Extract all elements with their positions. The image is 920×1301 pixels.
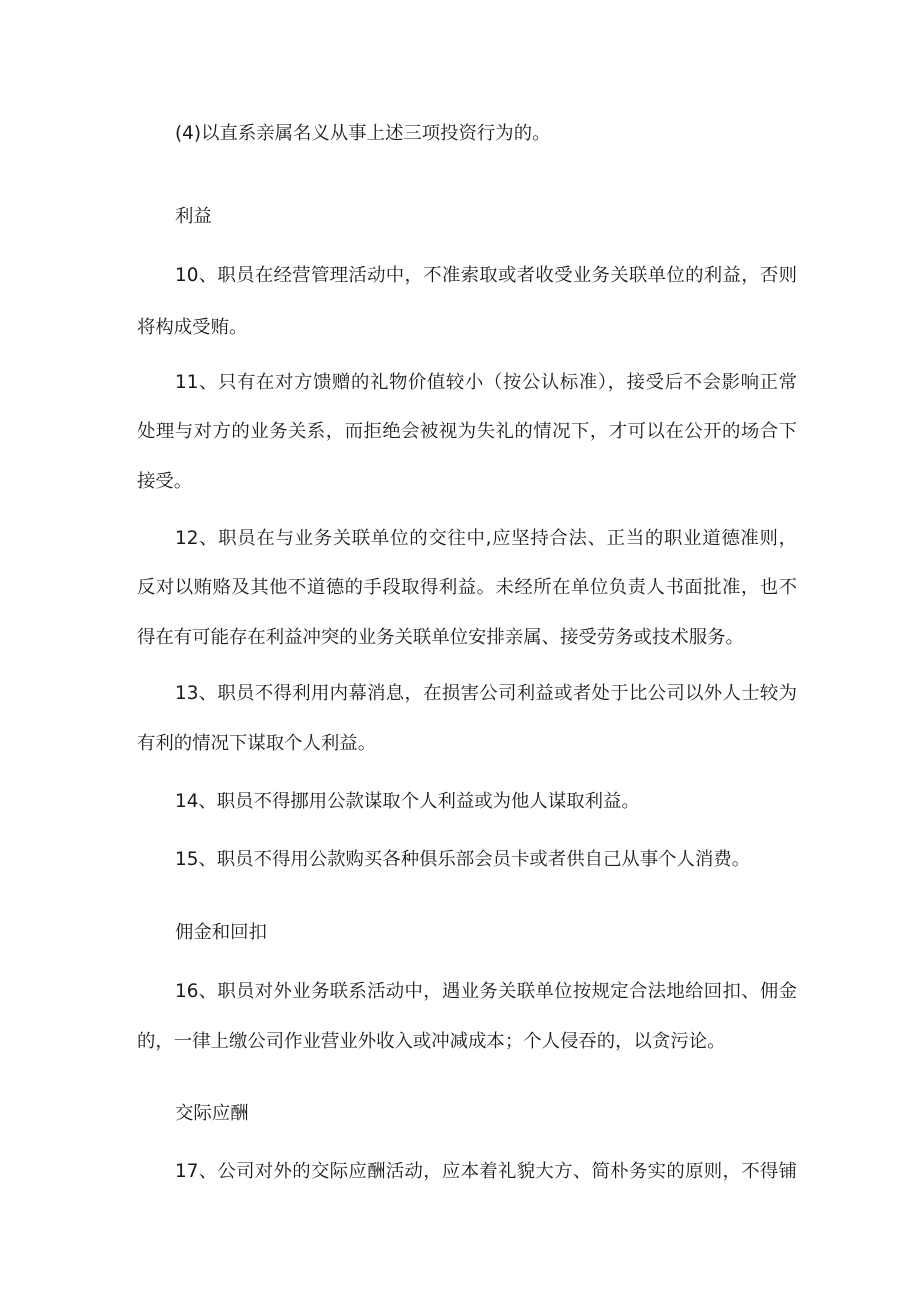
item-11-line-2: 处理与对方的业务关系，而拒绝会被视为失礼的情况下，才可以在公开的场合下	[137, 421, 797, 442]
item-11-line-1: 11、只有在对方馈赠的礼物价值较小（按公认标准），接受后不会影响正常	[175, 372, 797, 393]
item-14-line-1: 14、职员不得挪用公款谋取个人利益或为他人谋取利益。	[175, 791, 640, 812]
item-10-line-1: 10、职员在经营管理活动中，不准索取或者收受业务关联单位的利益，否则	[175, 265, 797, 286]
item-12-line-2: 反对以贿赂及其他不道德的手段取得利益。未经所在单位负责人书面批准，也不	[137, 577, 797, 598]
section-heading-commission: 佣金和回扣	[175, 922, 267, 943]
section-heading-benefit: 利益	[175, 206, 212, 227]
item-13-line-2: 有利的情况下谋取个人利益。	[137, 733, 377, 754]
item-15-line-1: 15、职员不得用公款购买各种俱乐部会员卡或者供自己从事个人消费。	[175, 849, 751, 870]
item-12-line-3: 得在有可能存在利益冲突的业务关联单位安排亲属、接受劳务或技术服务。	[137, 627, 744, 648]
item-10-line-2: 将构成受贿。	[137, 317, 248, 338]
item-17-line-1: 17、公司对外的交际应酬活动，应本着礼貌大方、简朴务实的原则，不得铺	[175, 1161, 797, 1182]
section-heading-social: 交际应酬	[175, 1103, 249, 1124]
item-16-line-2: 的，一律上缴公司作业营业外收入或冲减成本；个人侵吞的，以贪污论。	[137, 1031, 726, 1052]
item-11-line-3: 接受。	[137, 471, 193, 492]
item-16-line-1: 16、职员对外业务联系活动中，遇业务关联单位按规定合法地给回扣、佣金	[175, 981, 797, 1002]
item-13-line-1: 13、职员不得利用内幕消息，在损害公司利益或者处于比公司以外人士较为	[175, 683, 797, 704]
item-4-line-1: (4)以直系亲属名义从事上述三项投资行为的。	[175, 123, 551, 144]
item-12-line-1: 12、职员在与业务关联单位的交往中,应坚持合法、正当的职业道德准则，	[175, 528, 797, 549]
